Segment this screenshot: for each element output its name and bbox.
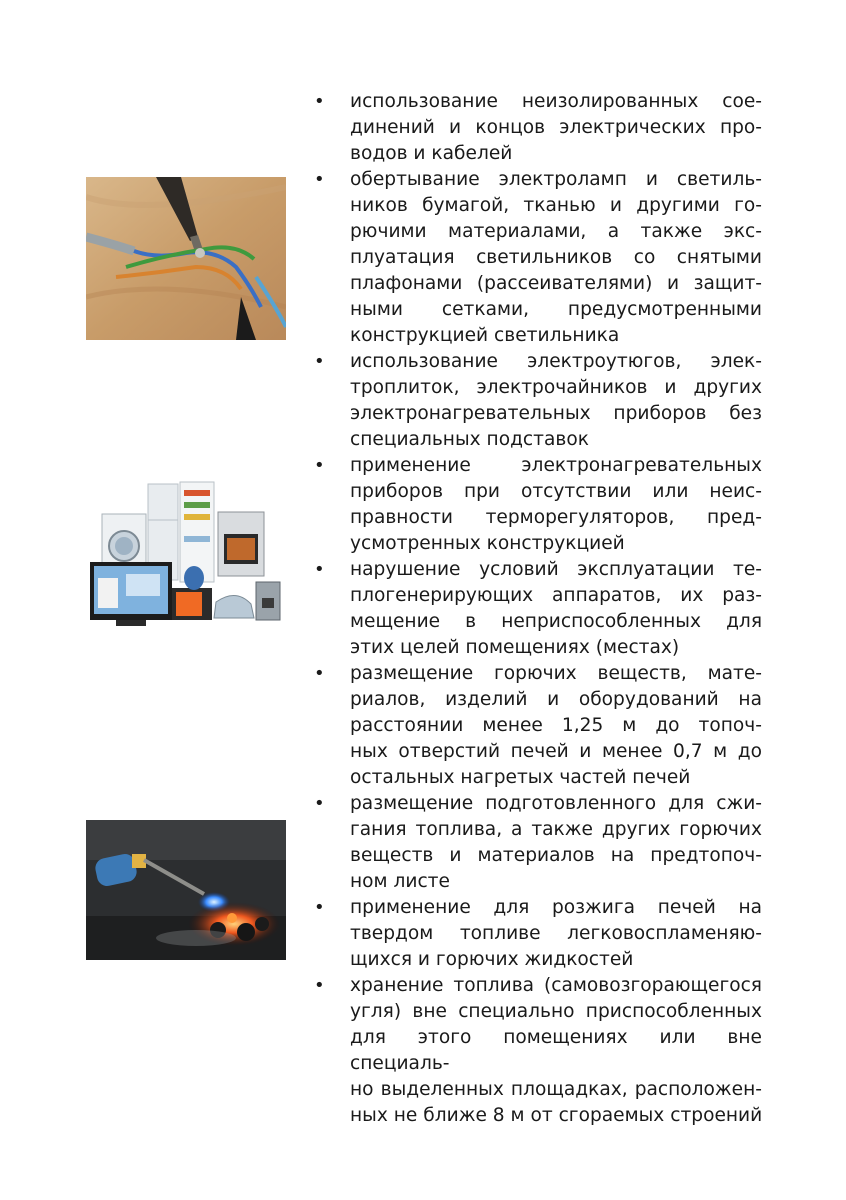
- bullet-point: •: [314, 91, 325, 112]
- bullet-point: •: [314, 975, 325, 996]
- list-item: [312, 89, 762, 167]
- bullet-point: •: [314, 793, 325, 814]
- household-appliances-photo: [86, 478, 286, 638]
- appliances-icon: [86, 478, 286, 638]
- bullet-point: •: [314, 169, 325, 190]
- list-item-text: нарушение условий эксплуатации те- плогенерирующих аппаратов, их раз- мещение в неприспособленных для этих целей помещениях (местах): [350, 559, 762, 658]
- list-item-text: использование электроутюгов, элек- троплиток, электрочайников и других электронагревательных приборов без специальных подставок: [350, 351, 762, 450]
- list-item: [312, 349, 762, 453]
- list-item-text: обертывание электроламп и светиль- ников бумагой, тканью и другими го- рючими материалами, а также экс- плуатация светильников со снятыми плафонами (рассеивателями) и защит- ными сетками, предусмотренными конструкцией светильника: [350, 169, 762, 346]
- bullet-point: •: [314, 559, 325, 580]
- gas-torch-photo: [86, 820, 286, 960]
- bullet-point: •: [314, 351, 325, 372]
- fire-hazard-list: [312, 89, 762, 1129]
- list-item: [312, 973, 762, 1129]
- list-item-text: применение электронагревательных приборов при отсутствии или неис- правности терморегуляторов, пред- усмотренных конструкцией: [350, 455, 762, 554]
- list-item-text: хранение топлива (самовозгорающегося угля) вне специально приспособленных для этого помещениях или вне специаль- но выделенных площадках, расположен- ных не ближе 8 м от сгораемых строений: [350, 975, 763, 1126]
- list-item-text: размещение подготовленного для сжи- гания топлива, а также других горючих веществ и материалов на предтопоч- ном листе: [350, 793, 762, 892]
- list-item: [312, 791, 762, 895]
- bullet-point: •: [314, 455, 325, 476]
- list-item: [312, 661, 762, 791]
- list-item-text: применение для розжига печей на твердом топливе легковоспламеняю- щихся и горючих жидкостей: [350, 897, 762, 970]
- bullet-point: •: [314, 663, 325, 684]
- bullet-point: •: [314, 897, 325, 918]
- list-item-text: использование неизолированных сое- динений и концов электрических про- водов и кабелей: [350, 91, 762, 164]
- soldering-wires-photo: [86, 177, 286, 340]
- gas-torch-flame-icon: [86, 820, 286, 960]
- list-item: [312, 895, 762, 973]
- list-item: [312, 167, 762, 349]
- list-item-text: размещение горючих веществ, мате- риалов, изделий и оборудований на расстоянии менее 1,25 м до топоч- ных отверстий печей и менее 0,7 м до остальных нагретых частей печей: [350, 663, 762, 788]
- list-item: [312, 557, 762, 661]
- soldering-iron-icon: [86, 177, 286, 340]
- list-item: [312, 453, 762, 557]
